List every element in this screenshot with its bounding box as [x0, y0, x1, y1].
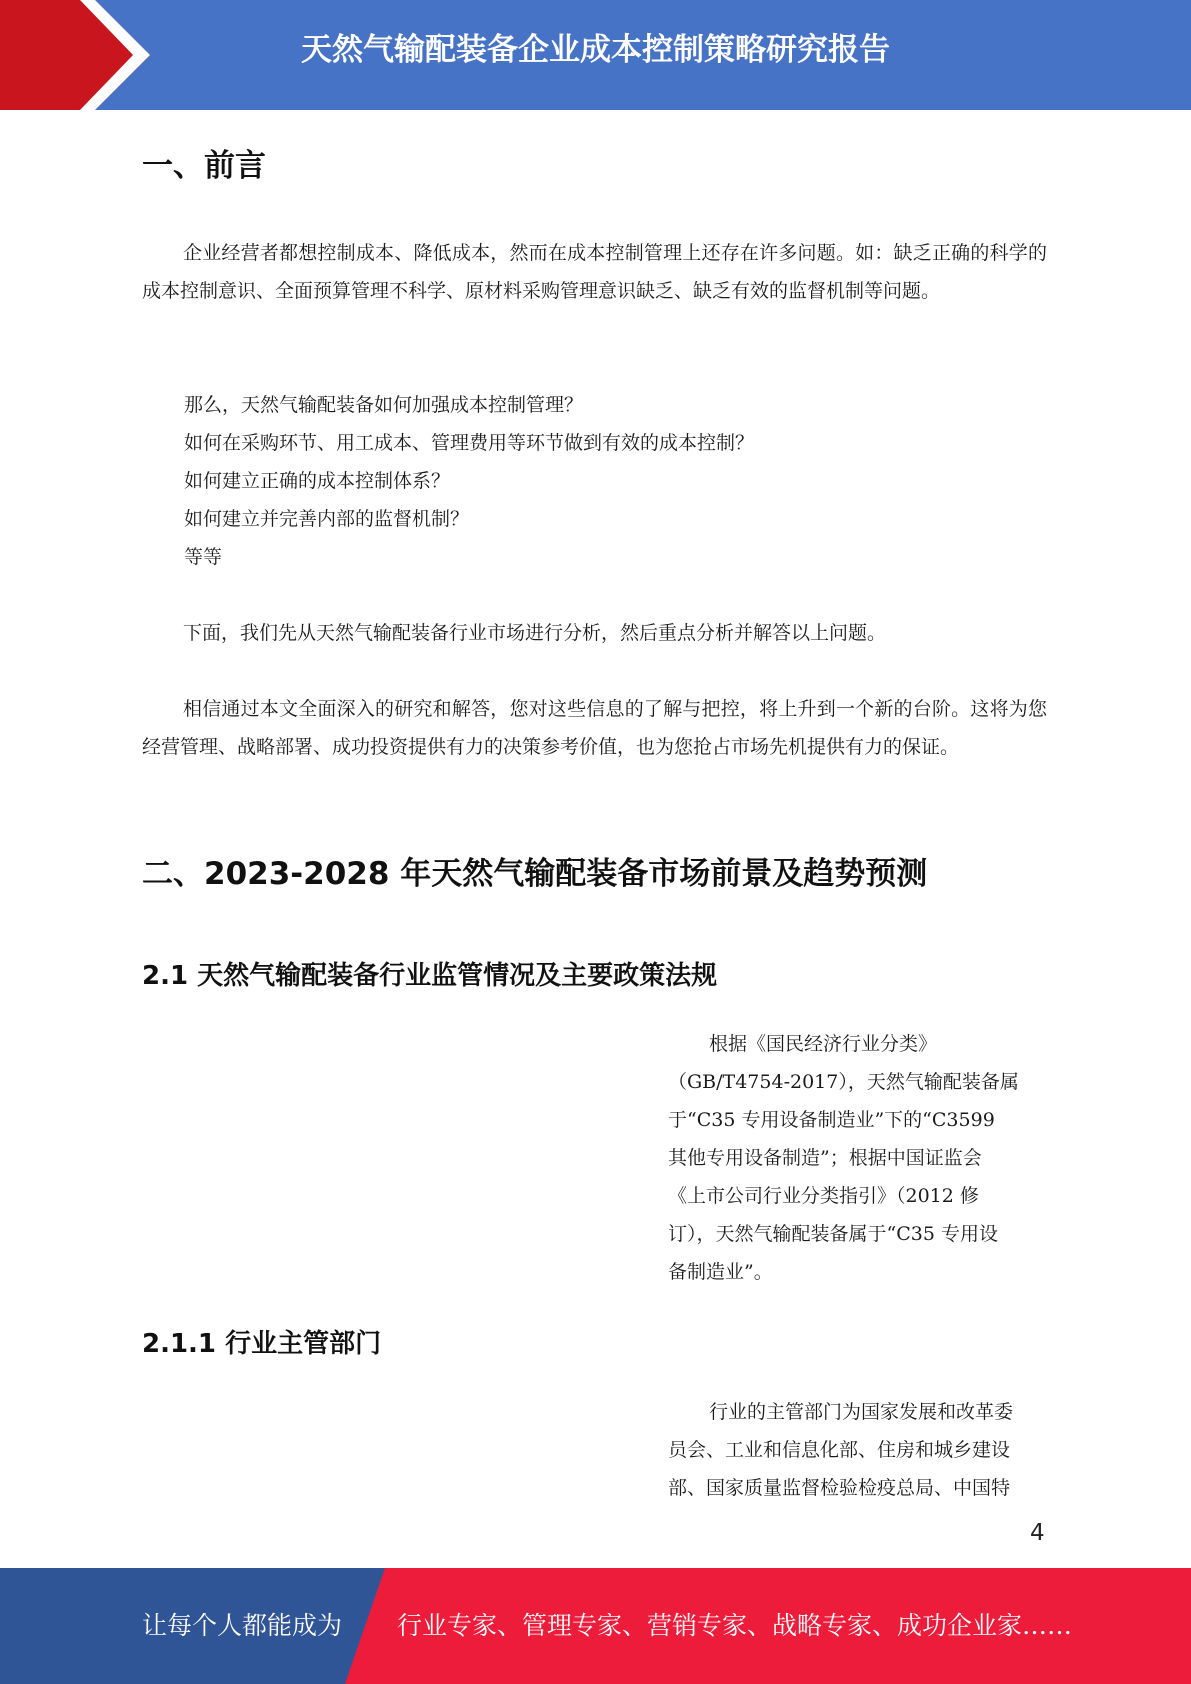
page-number: 4 — [1030, 1520, 1045, 1546]
footer-slogan-left: 让每个人都能成为 — [142, 1611, 343, 1640]
paragraph-analysis-intro: 下面，我们先从天然气输配装备行业市场进行分析，然后重点分析并解答以上问题。 — [183, 622, 887, 644]
footer-slogan-right: 行业专家、管理专家、营销专家、战略专家、成功企业家…… — [397, 1611, 1073, 1640]
text-line: 订），天然气输配装备属于“C35 专用设 — [668, 1223, 998, 1245]
text-line: 根据《国民经济行业分类》 — [709, 1033, 938, 1055]
text-line: 其他专用设备制造”；根据中国证监会 — [668, 1147, 982, 1169]
list-item: 如何建立正确的成本控制体系？ — [184, 470, 451, 492]
paragraph-intro: 企业经营者都想控制成本、降低成本，然而在成本控制管理上还存在许多问题。如：缺乏正确的科学的成本控制意识、全面预算管理不科学、原材料采购管理意识缺乏、缺乏有效的监督机制等问题。 — [142, 242, 1047, 302]
paragraph-value: 相信通过本文全面深入的研究和解答，您对这些信息的了解与把控，将上升到一个新的台阶。这将为您经营管理、战略部署、成功投资提供有力的决策参考价值，也为您抢占市场先机提供有力的保证。 — [142, 698, 1047, 758]
text-line: （GB/T4754-2017），天然气输配装备属 — [668, 1071, 1019, 1093]
section-heading-preface: 一、前言 — [142, 148, 266, 184]
subsection-heading-authority: 2.1.1 行业主管部门 — [142, 1329, 382, 1359]
list-item: 那么，天然气输配装备如何加强成本控制管理？ — [184, 394, 584, 416]
text-line: 行业的主管部门为国家发展和改革委 — [709, 1401, 1014, 1423]
text-line: 员会、工业和信息化部、住房和城乡建设 — [668, 1439, 1011, 1461]
footer-banner — [0, 1568, 1191, 1684]
text-line: 《上市公司行业分类指引》（2012 修 — [668, 1185, 979, 1207]
text-line: 备制造业”。 — [668, 1261, 773, 1283]
list-item: 等等 — [184, 546, 223, 568]
header-banner — [0, 0, 1191, 110]
text-line: 于“C35 专用设备制造业”下的“C3599 — [668, 1109, 995, 1131]
subsection-heading-regulation: 2.1 天然气输配装备行业监管情况及主要政策法规 — [142, 961, 718, 991]
list-item: 如何建立并完善内部的监督机制？ — [184, 508, 470, 530]
document-title: 天然气输配装备企业成本控制策略研究报告 — [301, 32, 890, 68]
text-line: 部、国家质量监督检验检疫总局、中国特 — [668, 1477, 1011, 1499]
section-heading-forecast: 二、2023-2028 年天然气输配装备市场前景及趋势预测 — [142, 856, 928, 892]
list-item: 如何在采购环节、用工成本、管理费用等环节做到有效的成本控制？ — [184, 432, 755, 454]
